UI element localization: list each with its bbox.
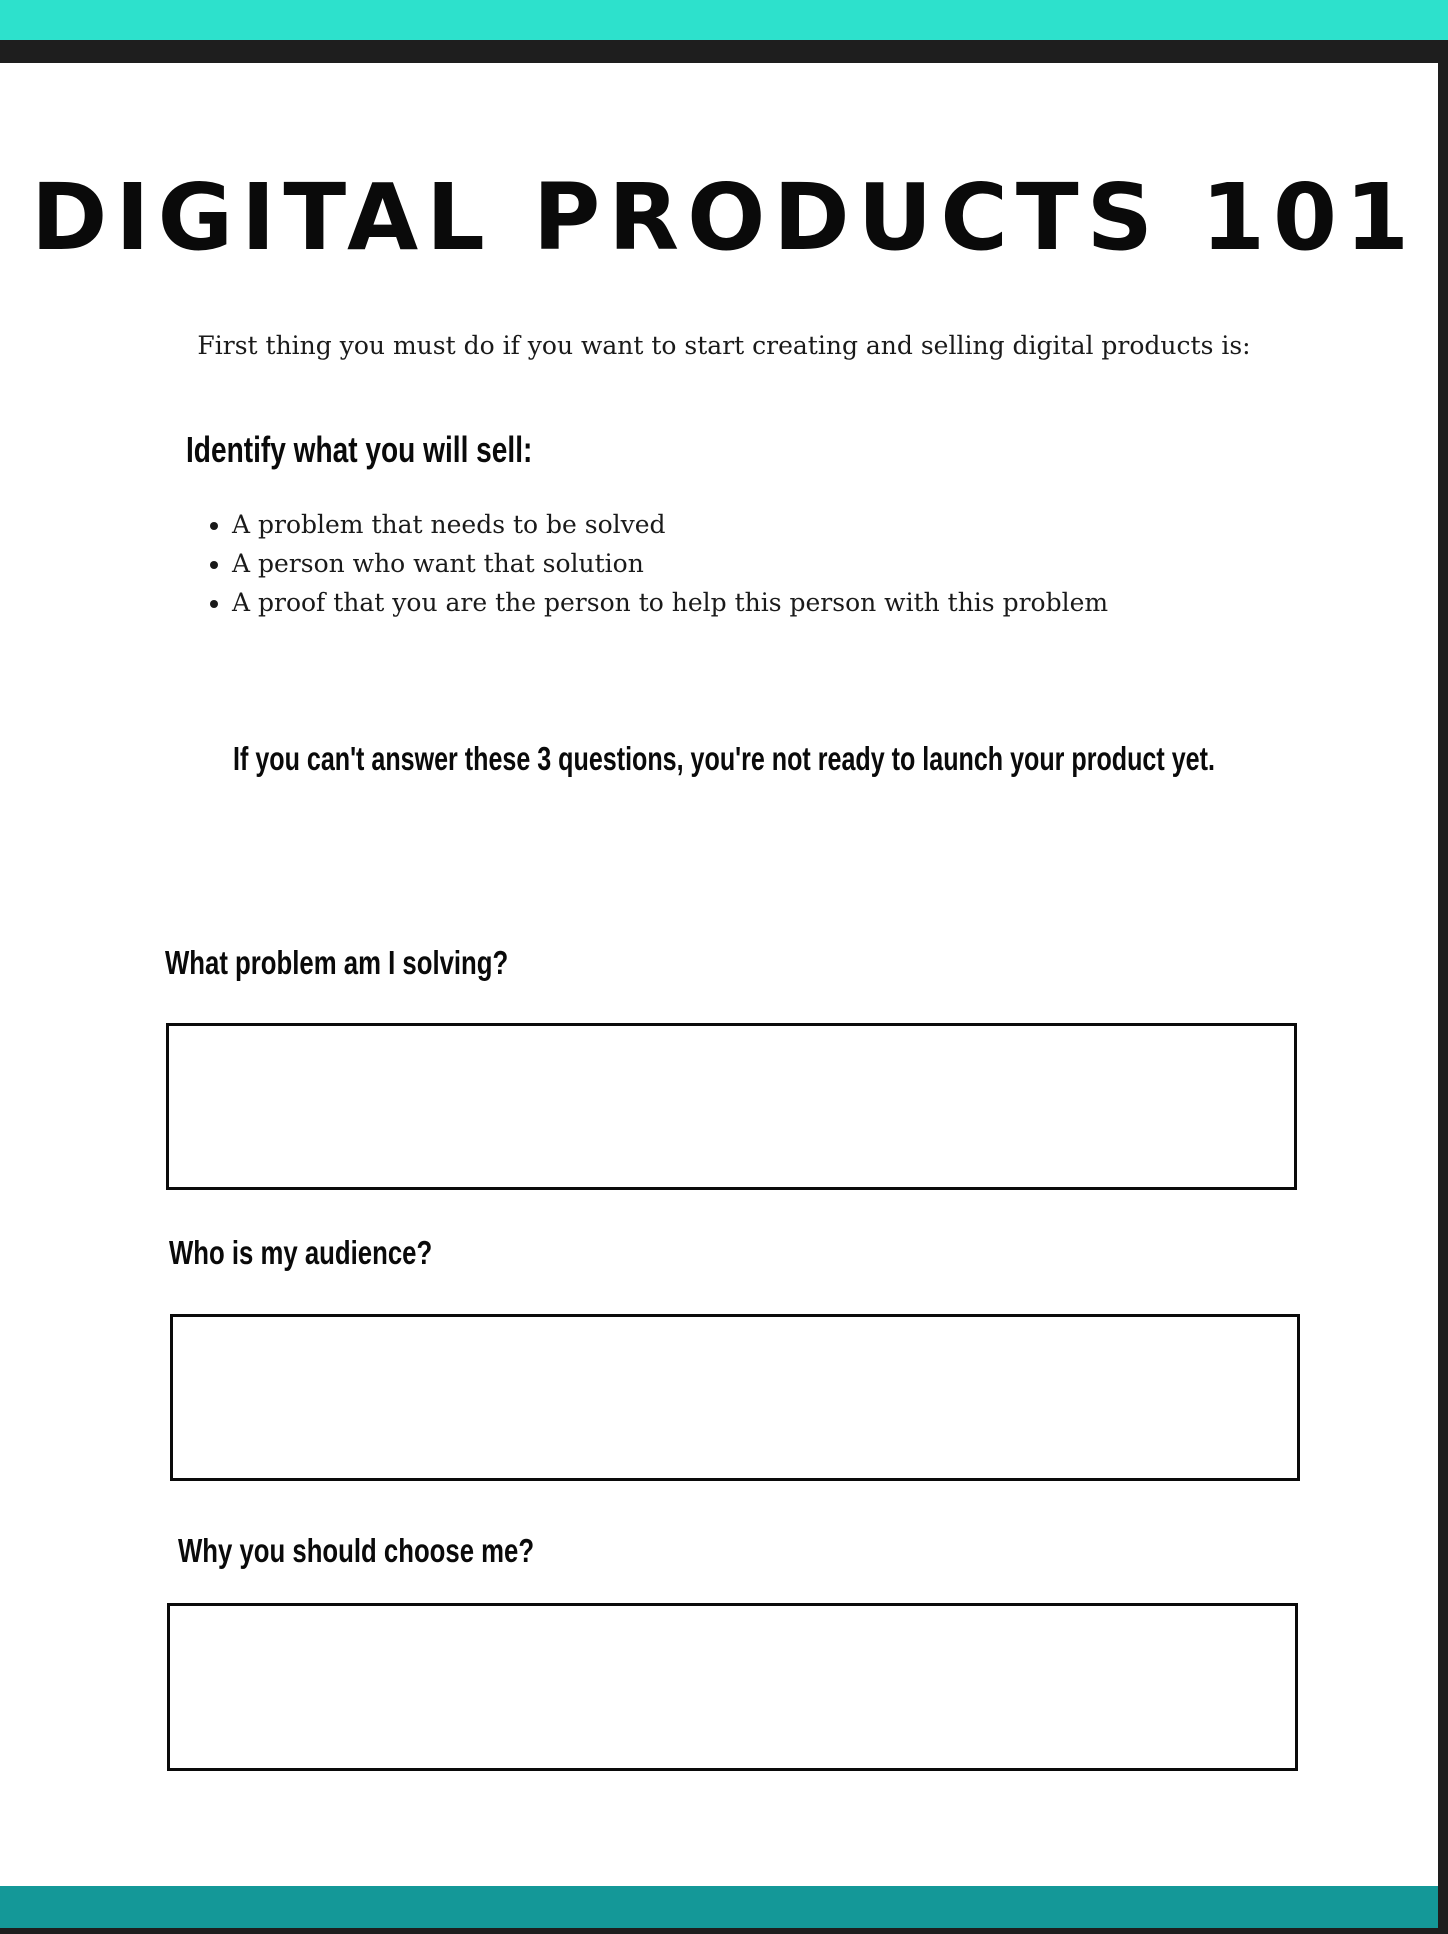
identify-heading: Identify what you will sell: [186, 429, 533, 470]
question-audience-label: Who is my audience? [169, 1234, 433, 1271]
question-problem-label: What problem am I solving? [165, 944, 509, 981]
question-choose-me-label: Why you should choose me? [178, 1532, 535, 1569]
top-teal-band [0, 0, 1448, 40]
choose-me-answer-box[interactable] [167, 1603, 1298, 1771]
list-item: • A person who want that solution [232, 544, 1108, 583]
bottom-teal-band [0, 1886, 1438, 1928]
audience-answer-box[interactable] [170, 1314, 1300, 1481]
readiness-warning-text: If you can't answer these 3 questions, you're not ready to launch your product yet. [233, 740, 1215, 777]
problem-answer-box[interactable] [166, 1023, 1297, 1190]
list-item: • A proof that you are the person to help this person with this problem [232, 583, 1108, 622]
top-dark-band [0, 40, 1448, 63]
sell-criteria-list [186, 505, 1108, 622]
readiness-warning [0, 737, 1448, 781]
page-title: DIGITAL PRODUCTS 101 [31, 164, 1417, 271]
list-item: • A problem that needs to be solved [232, 505, 1108, 544]
intro-text: First thing you must do if you want to start creating and selling digital products is: [197, 331, 1251, 360]
